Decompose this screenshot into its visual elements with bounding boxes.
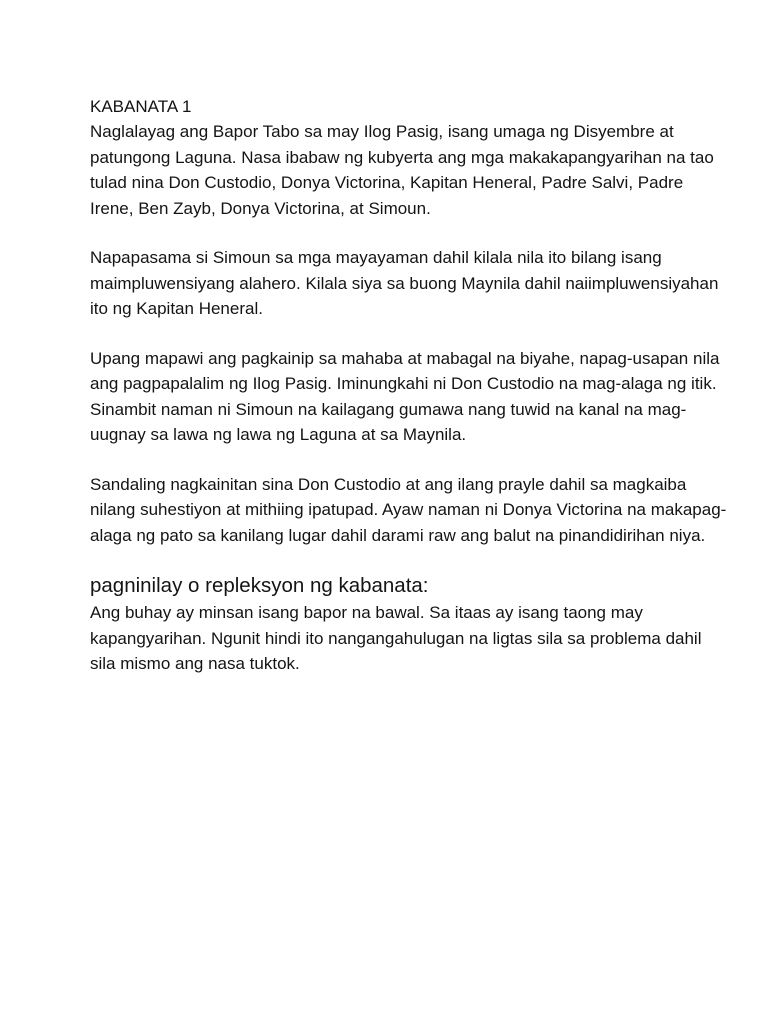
paragraph-1: Naglalayag ang Bapor Tabo sa may Ilog Pasig, isang umaga ng Disyembre at patungong Laguna. Nasa ibabaw ng kubyerta ang mga makakapangyarihan na tao tulad nina Don Custodio, Donya Victorina, Kapitan Heneral, Padre Salvi, Padre Irene, Ben Zayb, Donya Victorina, at Simoun.	[90, 122, 714, 218]
reflection-heading: pagninilay o repleksyon ng kabanata:	[90, 574, 429, 597]
paragraph-3: Upang mapawi ang pagkainip sa mahaba at mabagal na biyahe, napag-usapan nila ang pagpapalalim ng Ilog Pasig. Iminungkahi ni Don Custodio na mag-alaga ng itik. Sinambit naman ni Simoun na kailagang gumawa nang tuwid na kanal na mag-uugnay sa lawa ng lawa ng Laguna at sa Maynila.	[90, 348, 720, 444]
chapter-title: KABANATA 1	[90, 97, 192, 116]
document-page	[90, 94, 730, 701]
paragraph-4: Sandaling nagkainitan sina Don Custodio at ang ilang prayle dahil sa magkaiba nilang suhestiyon at mithiing ipatupad. Ayaw naman ni Donya Victorina na makapag-alaga ng pato sa kanilang lugar dahil darami raw ang balut na pinandidirihan niya.	[90, 474, 727, 545]
paragraph-2: Napapasama si Simoun sa mga mayayaman dahil kilala nila ito bilang isang maimpluwensiyang alahero. Kilala siya sa buong Maynila dahil naiimpluwensiyahan ito ng Kapitan Heneral.	[90, 248, 719, 318]
reflection-paragraph: Ang buhay ay minsan isang bapor na bawal. Sa itaas ay isang taong may kapangyarihan. Ngunit hindi ito nangangahulugan na ligtas sila sa problema dahil sila mismo ang nasa tuktok.	[90, 603, 702, 673]
